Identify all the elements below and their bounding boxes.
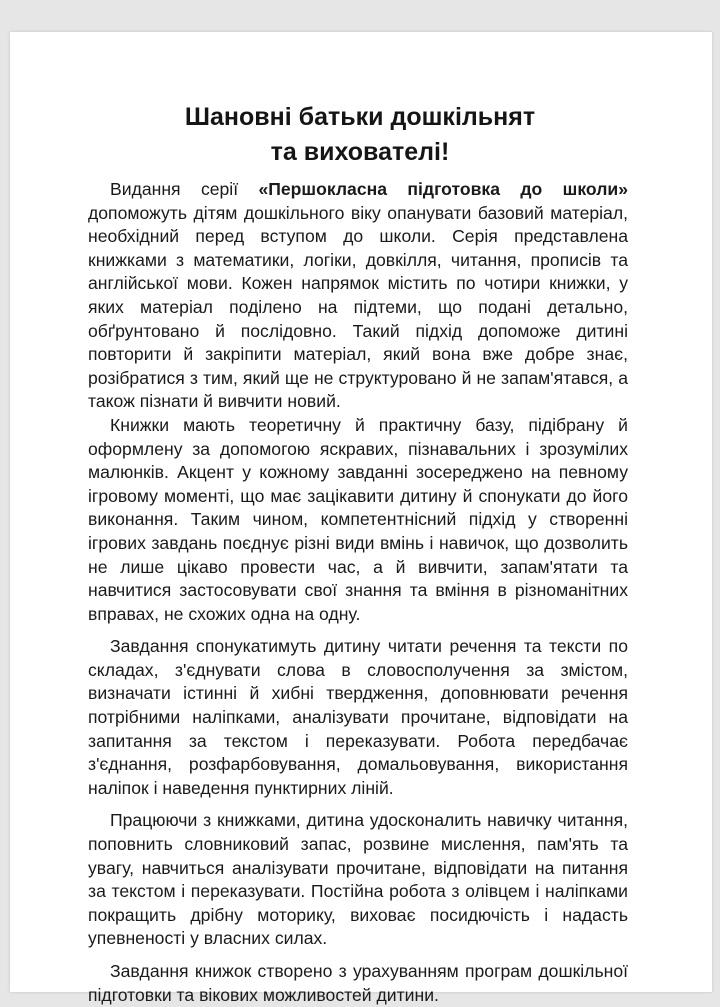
paragraph-1-rest: допоможуть дітям дошкільного віку опанувати базовий матеріал, необхідний перед вступом до школи. Серія представлена книжками з математики, логіки, довкілля, читання, прописів та англійської мови. Кожен напрямок містить по чотири книжки, у яких матеріал поділено на підтеми, що подані детально, обґрунтовано й послідовно. Такий підхід допоможе дитині повторити й закріпити матеріал, який вона вже добре знає, розібратися з тим, який ще не структуровано й не запам'ятався, а також пізнати й вивчити новий. xyxy=(88,202,628,412)
paragraph-2: Книжки мають теоретичну й практичну базу, підібрану й оформлену за допомогою яскравих, пізнавальних і зрозумілих малюнків. Акцент у кожному завданні зосереджено на певному ігровому моменті, що має зацікавити дитину й спонукати до його виконання. Таким чином, компетентнісний підхід у створенні ігрових завдань поєднує різні види вмінь і навичок, що дозволить не лише цікаво провести час, а й вивчити, запам'ятати та навчитися застосовувати свої знання та вміння в різноманітних вправах, не схожих одна на одну. xyxy=(88,414,628,624)
paragraph-3: Завдання спонукатимуть дитину читати речення та тексти по складах, з'єднувати слова в словосполучення за змістом, визначати істинні й хибні твердження, доповнювати речення потрібними наліпками, аналізувати прочитане, відповідати на запитання за текстом і переказувати. Робота передбачає з'єднання, розфарбовування, домальовування, використання наліпок і наведення пунктирних ліній. xyxy=(88,636,628,798)
title-line-1: Шановні батьки дошкільнят xyxy=(184,103,536,131)
paragraph-5: Завдання книжок створено з урахуванням програм дошкільної підготовки та вікових можливостей дитини. xyxy=(88,961,628,1005)
paragraph-4: Працюючи з книжками, дитина удосконалить навичку читання, поповнить словниковий запас, розвине мислення, пам'ять та увагу, навчиться аналізувати прочитане, відповідати на питання за текстом і переказувати. Постійна робота з олівцем і наліпками покращить дрібну моторику, виховає посидючість і надасть упевненості у власних силах. xyxy=(88,810,628,949)
page-title xyxy=(0,100,720,170)
page-body xyxy=(88,178,628,1007)
paragraph-1-intro: Видання серії xyxy=(110,179,259,199)
paragraph-1 xyxy=(88,178,628,414)
title-line-2: та вихователі! xyxy=(270,138,450,166)
series-name: «Першокласна підготовка до школи» xyxy=(258,179,628,199)
